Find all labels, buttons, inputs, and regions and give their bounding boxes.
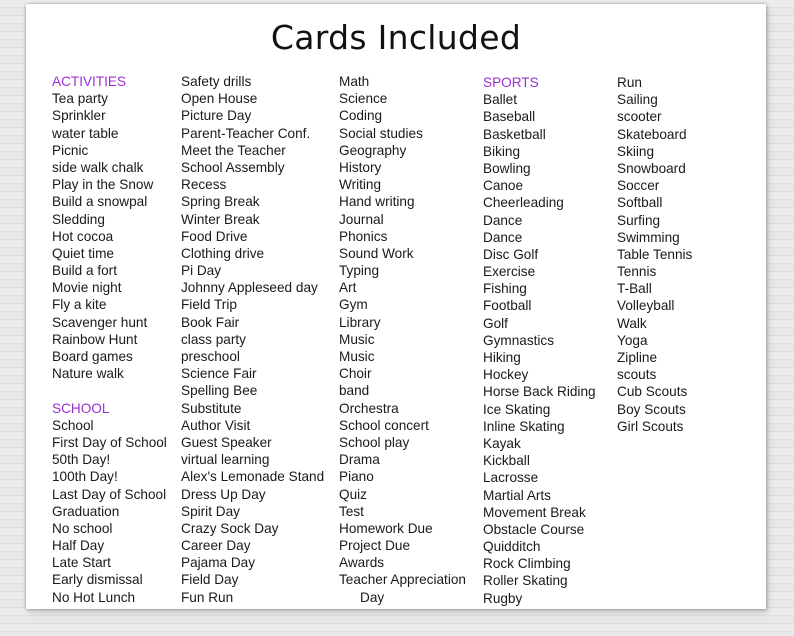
- list-item: Picture Day: [181, 108, 252, 124]
- list-item: Fun Run: [181, 589, 234, 605]
- list-item: Awards: [339, 555, 385, 571]
- list-item: Soccer: [617, 178, 660, 194]
- list-item: History: [339, 159, 382, 175]
- list-item: Food Drive: [181, 228, 248, 244]
- list-item: Biking: [483, 143, 521, 159]
- list-item: Hiking: [483, 350, 521, 365]
- list-item: Graduation: [52, 503, 120, 519]
- section-heading: ACTIVITIES: [52, 74, 127, 89]
- list-item: Social studies: [339, 125, 423, 141]
- list-item: Science: [339, 91, 388, 107]
- list-item: Exercise: [483, 264, 536, 280]
- list-item: Inline Skating: [483, 418, 565, 434]
- list-item: Phonics: [339, 228, 388, 244]
- list-item: Lacrosse: [483, 470, 539, 486]
- list-item: Tea party: [52, 91, 108, 107]
- list-item: Science Fair: [181, 366, 257, 382]
- list-item: Disc Golf: [483, 246, 539, 262]
- list-item: Girl Scouts: [617, 418, 684, 434]
- list-item: Run: [617, 75, 642, 90]
- section-sports-continued: [617, 74, 692, 435]
- list-item: band: [339, 383, 370, 399]
- list-item: Journal: [339, 211, 384, 227]
- list-item: Teacher Appreciation: [339, 572, 466, 588]
- list-item: Library: [339, 314, 381, 330]
- list-item: Spring Break: [181, 194, 260, 210]
- section-subjects: [339, 73, 466, 606]
- list-item: scouts: [617, 367, 657, 383]
- list-item: Skiing: [617, 143, 655, 159]
- list-item: Fishing: [483, 281, 527, 297]
- list-item: virtual learning: [181, 452, 270, 468]
- list-item: Fly a kite: [52, 297, 107, 313]
- list-item: Coding: [339, 108, 383, 124]
- list-item: Baseball: [483, 109, 536, 125]
- list-item: Quiz: [339, 486, 367, 502]
- list-item: Guest Speaker: [181, 434, 272, 450]
- list-item: Hand writing: [339, 194, 415, 210]
- list-item: Table Tennis: [617, 246, 693, 262]
- list-item: Scavenger hunt: [52, 314, 148, 330]
- list-item: Movie night: [52, 280, 122, 296]
- list-item: Parent-Teacher Conf.: [181, 125, 311, 141]
- list-item: Typing: [339, 263, 380, 279]
- list-item: Yoga: [617, 332, 648, 348]
- list-item: School Assembly: [181, 159, 285, 175]
- list-item: 100th Day!: [52, 469, 118, 485]
- list-item: 50th Day!: [52, 452, 111, 468]
- list-item: Dance: [483, 229, 523, 245]
- list-item: Hockey: [483, 367, 529, 383]
- list-item: side walk chalk: [52, 159, 144, 175]
- list-item: Dress Up Day: [181, 486, 266, 502]
- list-item: Tennis: [617, 264, 657, 280]
- list-item: Movement Break: [483, 504, 586, 520]
- list-item: Softball: [617, 195, 663, 211]
- list-item: No Hot Lunch: [52, 589, 136, 605]
- list-item: Gymnastics: [483, 332, 555, 348]
- list-item: water table: [52, 125, 119, 141]
- list-item: Pi Day: [181, 263, 222, 279]
- list-item: Hot cocoa: [52, 228, 114, 244]
- list-item: Football: [483, 298, 532, 314]
- list-item: Snowboard: [617, 160, 686, 176]
- section-heading: SPORTS: [483, 75, 539, 90]
- cards-included-sheet: [26, 4, 766, 609]
- list-item: Recess: [181, 177, 227, 193]
- list-item: Boy Scouts: [617, 401, 686, 417]
- list-item: Ballet: [483, 92, 518, 108]
- section-school: [52, 400, 167, 606]
- list-item: Winter Break: [181, 211, 260, 227]
- list-item: Field Trip: [181, 297, 237, 313]
- list-item: Rock Climbing: [483, 556, 571, 572]
- list-item: Pajama Day: [181, 555, 256, 571]
- list-item: Early dismissal: [52, 572, 143, 588]
- list-item: School: [52, 417, 94, 433]
- list-item: Walk: [617, 315, 647, 331]
- list-item: Sprinkler: [52, 108, 106, 124]
- list-item: Nature walk: [52, 366, 124, 382]
- list-item: Music: [339, 349, 375, 364]
- list-item: Meet the Teacher: [181, 142, 286, 158]
- list-item: Golf: [483, 315, 508, 331]
- list-item: Quiet time: [52, 245, 114, 261]
- list-item: No school: [52, 520, 113, 536]
- list-item: Career Day: [181, 538, 251, 554]
- list-item: Bowling: [483, 160, 531, 176]
- list-item: Music: [339, 331, 375, 347]
- list-item: Drama: [339, 452, 380, 468]
- list-item: Book Fair: [181, 314, 240, 330]
- list-item: Safety drills: [181, 74, 252, 89]
- list-item: Kayak: [483, 435, 521, 451]
- list-item: Sledding: [52, 211, 105, 227]
- column-sports: [483, 74, 596, 607]
- list-item: Swimming: [617, 229, 680, 245]
- list-item: Canoe: [483, 178, 524, 194]
- list-item: Rainbow Hunt: [52, 331, 138, 347]
- list-item: Clothing drive: [181, 245, 265, 261]
- list-item: Johnny Appleseed day: [181, 280, 318, 296]
- list-item: Orchestra: [339, 400, 399, 416]
- column-school-events: [181, 73, 324, 606]
- list-item: First Day of School: [52, 434, 167, 450]
- list-item: Open House: [181, 91, 258, 107]
- list-item: preschool: [181, 349, 240, 364]
- list-item: Substitute: [181, 400, 242, 416]
- list-item: Last Day of School: [52, 486, 167, 502]
- column-subjects: [339, 73, 466, 606]
- list-item: Writing: [339, 177, 382, 193]
- list-item: Rugby: [483, 590, 523, 606]
- list-item: Roller Skating: [483, 573, 568, 589]
- list-item: Sailing: [617, 92, 658, 108]
- list-item: Homework Due: [339, 520, 433, 536]
- list-item: Late Start: [52, 555, 111, 571]
- list-item: Cheerleading: [483, 195, 564, 211]
- list-item: Author Visit: [181, 417, 251, 433]
- list-item: Kickball: [483, 453, 530, 469]
- list-item: Build a fort: [52, 263, 117, 279]
- list-item: Choir: [339, 366, 372, 382]
- list-item: Build a snowpal: [52, 194, 148, 210]
- list-item: scooter: [617, 109, 662, 125]
- list-item: Crazy Sock Day: [181, 520, 279, 536]
- list-item: Skateboard: [617, 126, 687, 142]
- list-item: T-Ball: [617, 281, 652, 297]
- list-item: Board games: [52, 349, 133, 364]
- section-activities: [52, 73, 167, 382]
- list-item: Alex's Lemonade Stand: [181, 469, 325, 485]
- list-item: Spelling Bee: [181, 383, 258, 399]
- list-item: Art: [339, 280, 357, 296]
- column-activities-school: [52, 73, 167, 606]
- list-item: Zipline: [617, 350, 658, 365]
- list-item: Math: [339, 74, 370, 89]
- list-item: Surfing: [617, 212, 661, 228]
- list-item: Test: [339, 503, 364, 519]
- list-item: Obstacle Course: [483, 521, 585, 537]
- list-item: Sound Work: [339, 245, 414, 261]
- list-item: School concert: [339, 417, 429, 433]
- list-item: Horse Back Riding: [483, 384, 596, 400]
- list-item: Geography: [339, 142, 407, 158]
- list-item: Project Due: [339, 538, 411, 554]
- list-item: Picnic: [52, 142, 89, 158]
- list-item: Quidditch: [483, 539, 541, 555]
- list-item: Martial Arts: [483, 487, 551, 503]
- list-item: Play in the Snow: [52, 177, 154, 193]
- list-item: Spirit Day: [181, 503, 240, 519]
- list-item: School play: [339, 434, 410, 450]
- section-heading: SCHOOL: [52, 400, 110, 416]
- list-item: Volleyball: [617, 298, 675, 314]
- section-sports: [483, 74, 596, 607]
- list-item: Field Day: [181, 572, 239, 588]
- section-school-continued: [181, 73, 324, 606]
- list-item: Cub Scouts: [617, 384, 688, 400]
- page-title: Cards Included: [270, 18, 522, 57]
- list-item: Ice Skating: [483, 401, 551, 417]
- list-item-continuation: Day: [360, 589, 385, 605]
- column-sports-continued: [617, 74, 692, 435]
- list-item: Gym: [339, 297, 368, 313]
- list-item: Piano: [339, 469, 374, 485]
- list-item: class party: [181, 331, 246, 347]
- list-item: Half Day: [52, 538, 105, 554]
- list-item: Basketball: [483, 126, 546, 142]
- list-item: Dance: [483, 212, 523, 228]
